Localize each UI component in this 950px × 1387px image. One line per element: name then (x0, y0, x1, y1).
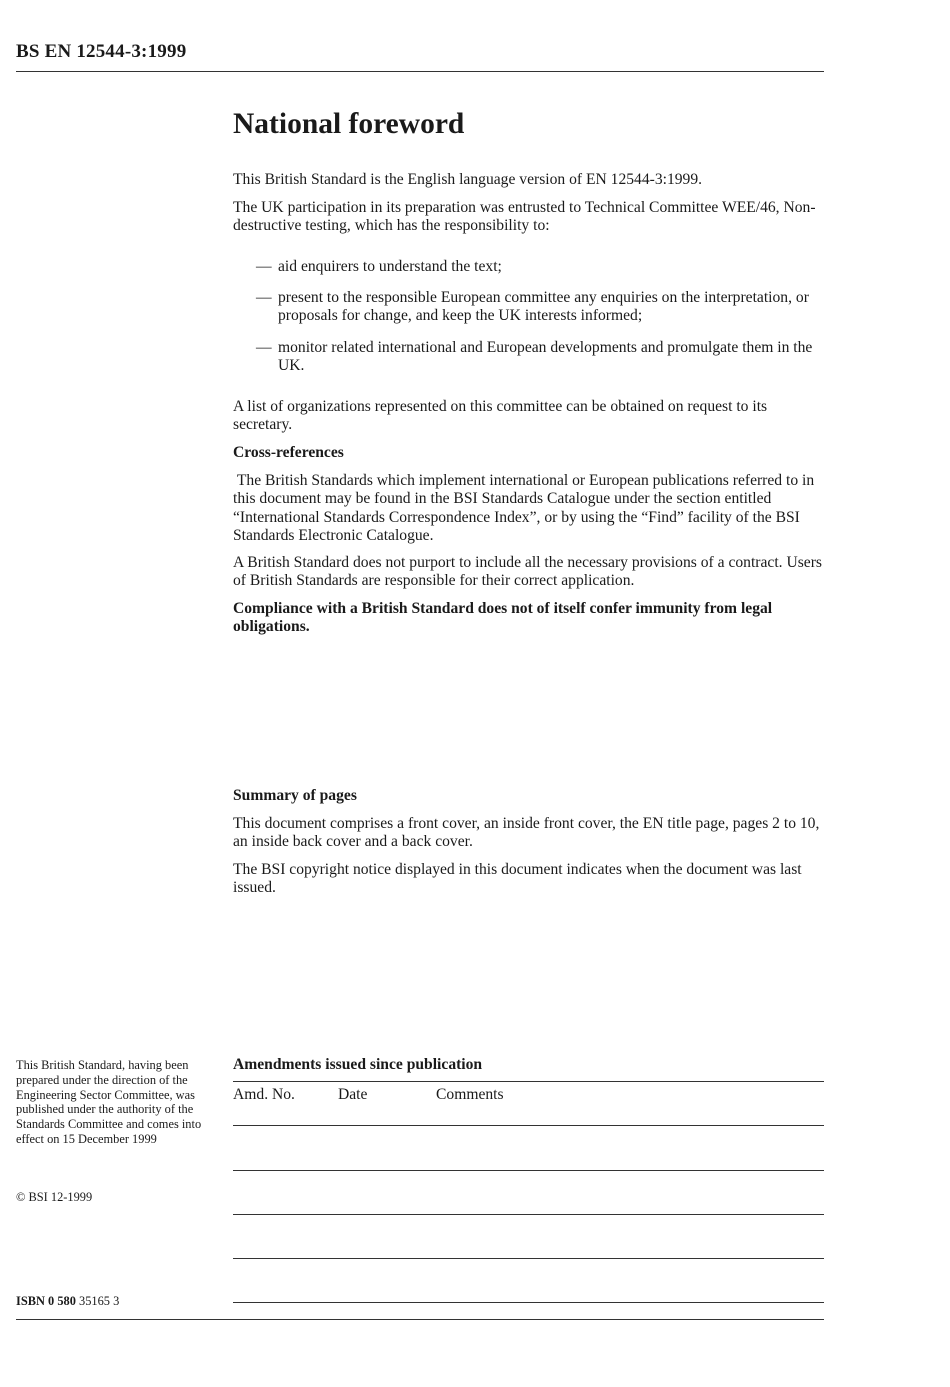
summary-paragraph-1: This document comprises a front cover, an inside front cover, the EN title page, pages 2 to 10, an inside back cover and a back cover. (233, 815, 820, 851)
provisions-paragraph: A British Standard does not purport to include all the necessary provisions of a contract. Users of British Standards are responsible for their correct application. (233, 554, 822, 590)
amendments-table-rule (233, 1302, 824, 1303)
column-header-comments: Comments (436, 1086, 504, 1103)
summary-paragraph-2: The BSI copyright notice displayed in this document indicates when the document was last issued. (233, 861, 802, 897)
isbn-number: 35165 3 (79, 1294, 120, 1308)
isbn-label: ISBN 0 580 (16, 1294, 76, 1308)
amendments-table-rule (233, 1214, 824, 1215)
intro-paragraph-2: The UK participation in its preparation was entrusted to Technical Committee WEE/46, Non-destructive testing, which has the responsibility to: (233, 199, 816, 235)
document-code: BS EN 12544-3:1999 (16, 41, 187, 62)
cross-references-heading: Cross-references (233, 444, 344, 461)
header-divider (16, 71, 824, 72)
amendments-heading: Amendments issued since publication (233, 1056, 483, 1073)
dash-bullet: — (256, 258, 272, 275)
list-item-text: aid enquirers to understand the text; (278, 258, 502, 275)
amendments-table-rule (233, 1125, 824, 1126)
list-item-text: monitor related international and European developments and promulgate them in the UK. (278, 339, 813, 375)
column-header-date: Date (338, 1086, 368, 1103)
dash-bullet: — (256, 339, 272, 356)
amendments-table-rule (233, 1081, 824, 1082)
intro-paragraph-1: This British Standard is the English language version of EN 12544-3:1999. (233, 171, 703, 188)
page-title: National foreword (233, 108, 465, 140)
cross-references-paragraph: The British Standards which implement international or European publications referred to in this document may be found in the BSI Standards Catalogue under the section entitled “International Standards Correspondence Index”, or by using the “Find” facility of the BSI Standards Electronic Catalogue. (233, 472, 819, 545)
footer-divider (16, 1319, 824, 1320)
isbn (16, 1294, 119, 1309)
column-header-amd-no: Amd. No. (233, 1086, 295, 1103)
sidebar-publication-note: This British Standard, having been prepared under the direction of the Engineering Sector Committee, was published under the authority of the Standards Committee and comes into effect on 15 December 1999 (16, 1058, 202, 1146)
copyright-notice: © BSI 12-1999 (16, 1190, 93, 1204)
compliance-statement: Compliance with a British Standard does not of itself confer immunity from legal obligations. (233, 600, 773, 636)
dash-bullet: — (256, 289, 272, 306)
amendments-table-rule (233, 1170, 824, 1171)
organizations-paragraph: A list of organizations represented on this committee can be obtained on request to its secretary. (233, 398, 768, 434)
summary-heading: Summary of pages (233, 787, 357, 804)
list-item-text: present to the responsible European committee any enquiries on the interpretation, or proposals for change, and keep the UK interests informed; (278, 289, 809, 325)
amendments-table-rule (233, 1258, 824, 1259)
